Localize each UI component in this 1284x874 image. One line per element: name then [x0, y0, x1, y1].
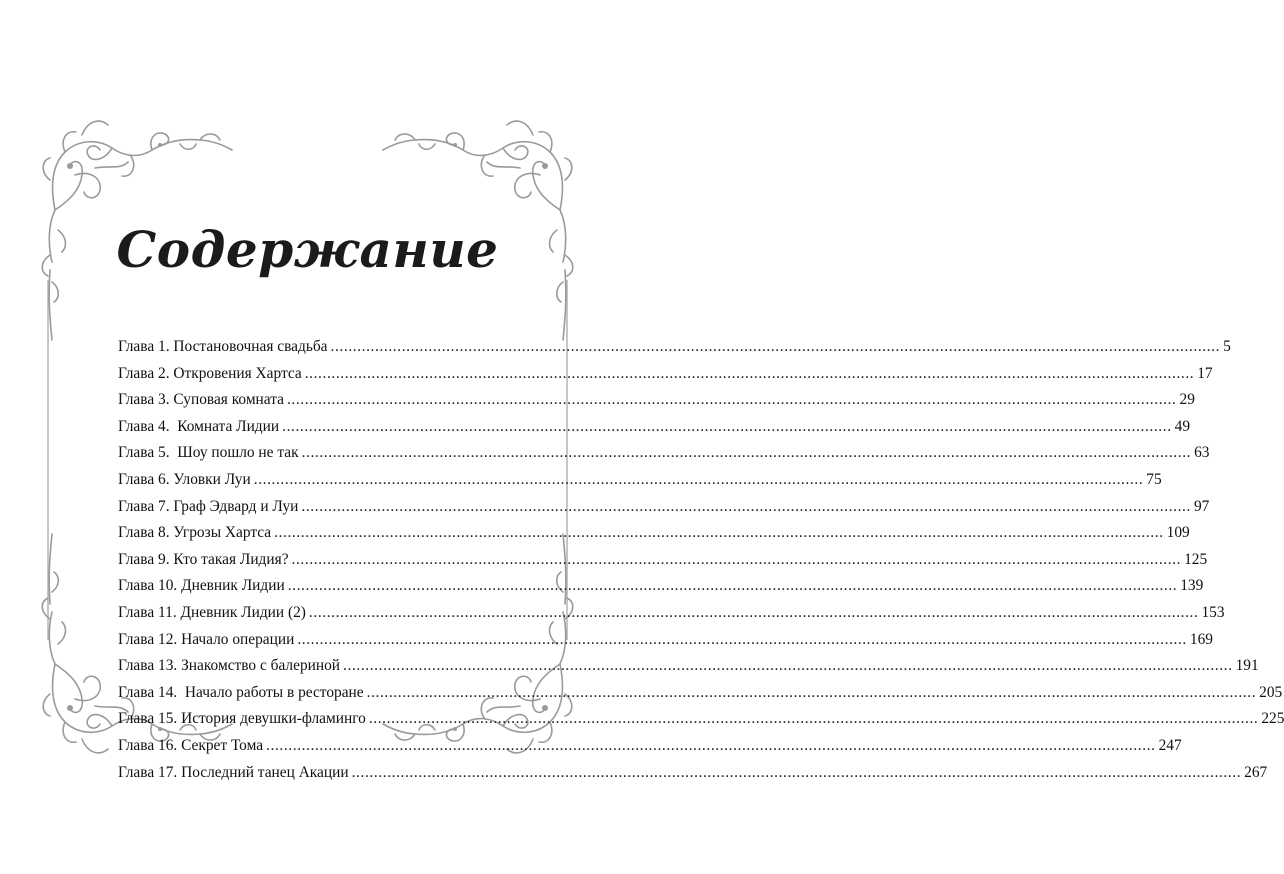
toc-leader-dots: ........................................................................................................................................................................................................	[286, 391, 1177, 409]
toc-entry-title: Глава 3. Суповая комната	[118, 391, 284, 409]
toc-entry	[118, 494, 1210, 521]
toc-entry	[118, 600, 1225, 627]
toc-entry-title: Глава 10. Дневник Лидии	[118, 577, 285, 595]
toc-leader-dots: ........................................................................................................................................................................................................	[291, 550, 1182, 568]
toc-entry-title: Глава 15. История девушки-фламинго	[118, 710, 366, 728]
toc-leader-dots: ........................................................................................................................................................................................................	[351, 763, 1242, 781]
toc-entry-title: Глава 7. Граф Эдвард и Луи	[118, 497, 299, 515]
toc-entry-title: Глава 12. Начало операции	[118, 630, 295, 648]
toc-entry-title: Глава 4. Комната Лидии	[118, 417, 280, 435]
toc-entry-page: 63	[1194, 444, 1210, 462]
toc-entry	[118, 680, 1283, 707]
toc-entry	[118, 467, 1162, 494]
toc-entry	[118, 653, 1259, 680]
toc-leader-dots: ........................................................................................................................................................................................................	[282, 417, 1172, 435]
toc-leader-dots: ........................................................................................................................................................................................................	[274, 524, 1164, 542]
toc-entry-title: Глава 17. Последний танец Акации	[118, 763, 349, 781]
toc-entry-page: 153	[1201, 603, 1225, 621]
toc-entry	[118, 334, 1231, 361]
toc-leader-dots: ........................................................................................................................................................................................................	[343, 657, 1233, 675]
toc-entry-title: Глава 6. Уловки Луи	[118, 470, 251, 488]
toc-entry-title: Глава 8. Угрозы Хартса	[118, 524, 272, 542]
toc-entry-page: 169	[1189, 630, 1213, 648]
toc-leader-dots: ........................................................................................................................................................................................................	[253, 470, 1144, 488]
toc-entry-page: 109	[1166, 524, 1190, 542]
toc-entry-page: 205	[1259, 683, 1283, 701]
page-title: Содержание	[116, 220, 499, 279]
toc-entry-page: 29	[1179, 391, 1195, 409]
toc-entry-page: 267	[1244, 763, 1268, 781]
toc-entry-page: 247	[1158, 736, 1182, 754]
toc-entry	[118, 733, 1182, 760]
toc-entry-title: Глава 13. Знакомство с балериной	[118, 657, 341, 675]
toc-entry-page: 49	[1174, 417, 1191, 435]
toc-entry-page: 75	[1146, 470, 1162, 488]
toc-entry-page: 5	[1223, 338, 1231, 355]
toc-entry-title: Глава 5. Шоу пошло не так	[118, 444, 299, 462]
toc-leader-dots: ........................................................................................................................................................................................................	[287, 577, 1178, 595]
toc-entry-page: 139	[1180, 577, 1204, 595]
table-of-contents	[118, 334, 1284, 786]
toc-entry-page: 97	[1193, 497, 1210, 515]
toc-entry-title: Глава 1. Постановочная свадьба	[118, 338, 328, 355]
toc-leader-dots: ........................................................................................................................................................................................................	[304, 364, 1195, 382]
toc-entry	[118, 573, 1204, 600]
toc-entry-title: Глава 11. Дневник Лидии (2)	[118, 603, 306, 621]
toc-entry	[118, 361, 1213, 388]
toc-entry-title: Глава 2. Откровения Хартса	[118, 364, 302, 382]
toc-entry	[118, 627, 1213, 654]
toc-entry	[118, 520, 1190, 547]
toc-entry-page: 225	[1261, 710, 1284, 728]
toc-leader-dots: ........................................................................................................................................................................................................	[330, 338, 1221, 355]
toc-entry-page: 17	[1197, 364, 1213, 382]
toc-leader-dots: ........................................................................................................................................................................................................	[266, 736, 1156, 754]
toc-entry-page: 125	[1184, 550, 1208, 568]
toc-entry	[118, 760, 1268, 787]
toc-entry-title: Глава 14. Начало работы в ресторане	[118, 683, 364, 701]
toc-leader-dots: ........................................................................................................................................................................................................	[301, 497, 1191, 515]
toc-leader-dots: ........................................................................................................................................................................................................	[308, 603, 1199, 621]
toc-leader-dots: ........................................................................................................................................................................................................	[366, 683, 1257, 701]
toc-entry	[118, 387, 1195, 414]
toc-leader-dots: ........................................................................................................................................................................................................	[297, 630, 1187, 648]
toc-entry-page: 191	[1235, 657, 1259, 675]
toc-leader-dots: ........................................................................................................................................................................................................	[301, 444, 1192, 462]
toc-leader-dots: ........................................................................................................................................................................................................	[368, 710, 1259, 728]
toc-entry	[118, 547, 1208, 574]
toc-entry-title: Глава 16. Секрет Тома	[118, 736, 264, 754]
toc-entry	[118, 706, 1284, 733]
toc-entry	[118, 414, 1191, 441]
toc-entry	[118, 440, 1210, 467]
toc-entry-title: Глава 9. Кто такая Лидия?	[118, 550, 289, 568]
